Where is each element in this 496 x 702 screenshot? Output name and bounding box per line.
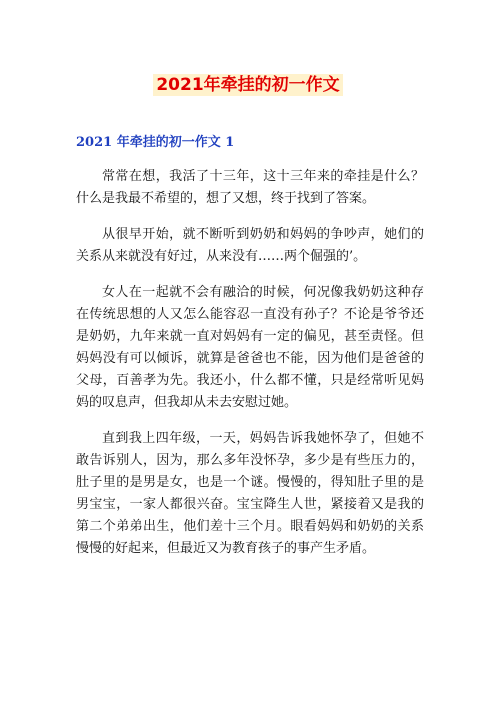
paragraph-4: 直到我上四年级，一天，妈妈告诉我她怀孕了，但她不敢告诉别人，因为，那么多年没怀孕，多少是有些压力的，肚子里的是男是女，也是一个谜。慢慢的，得知肚子里的是男宝宝，一家人都很兴奋。宝宝降生人世，紧接着又是我的第二个弟弟出生，他们差十三个月。眼看妈妈和奶奶的关系慢慢的好起来，但最近又为教育孩子的事产生矛盾。 bbox=[76, 431, 424, 556]
paragraph-1: 常常在想，我活了十三年，这十三年来的牵挂是什么？什么是我最不希望的，想了又想，终于找到了答案。 bbox=[76, 169, 424, 206]
paragraph-2: 从很早开始，就不断听到奶奶和妈妈的争吵声，她们的关系从来就没有好过，从来没有……两个倔强的’。 bbox=[76, 227, 424, 264]
document-title: 2021年牵挂的初一作文 bbox=[153, 74, 342, 96]
essay-body bbox=[76, 166, 424, 560]
section-heading: 2021 年牵挂的初一作文 1 bbox=[76, 135, 235, 150]
title-container bbox=[0, 74, 496, 96]
paragraph-3: 女人在一起就不会有融洽的时候，何况像我奶奶这种存在传统思想的人又怎么能容忍一直没有孙子？不论是爷爷还是奶奶，九年来就一直对妈妈有一定的偏见，甚至责怪。但妈妈没有可以倾诉，就算是爸爸也不能，因为他们是爸爸的父母，百善孝为先。我还小，什么都不懂，只是经常听见妈妈的叹息声，但我却从未去安慰过她。 bbox=[76, 285, 424, 410]
